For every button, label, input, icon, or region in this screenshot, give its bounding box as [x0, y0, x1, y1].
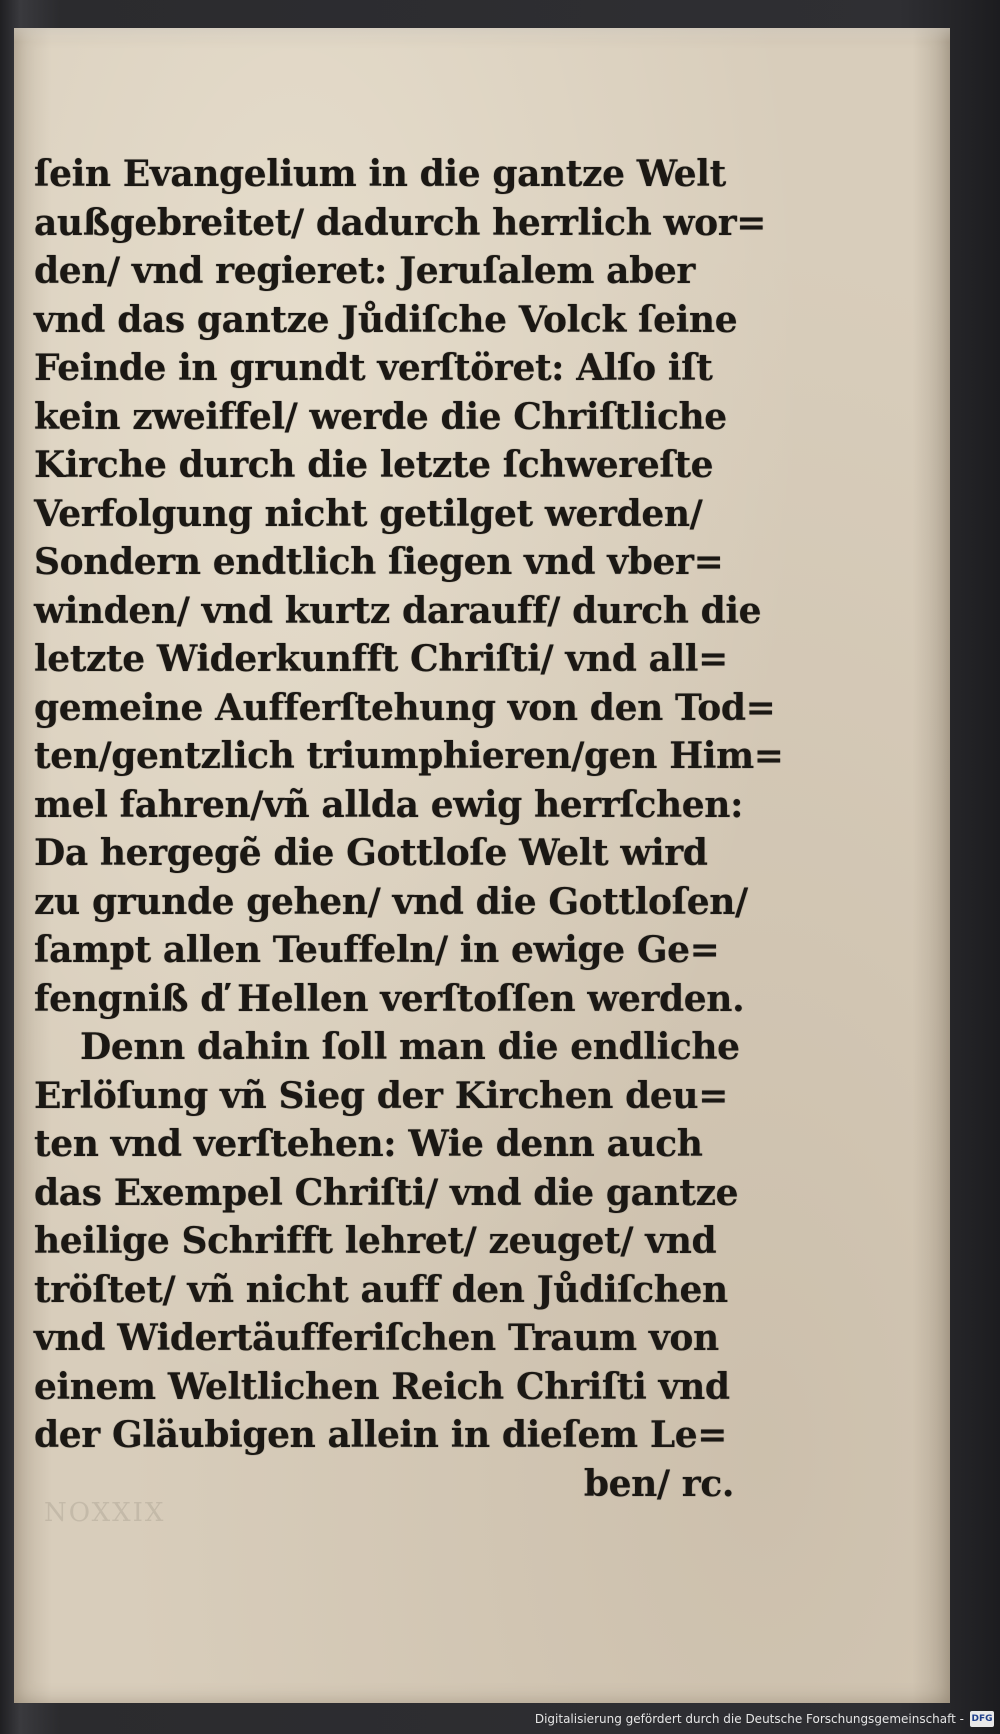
text-line: den/ vnd regieret: Jeruſalem aber [34, 250, 695, 292]
text-line: ten vnd verſtehen: Wie denn auch [34, 1123, 703, 1165]
text-line: einem Weltlichen Reich Chriſti vnd [34, 1365, 730, 1408]
text-line: Erlöſung vñ Sieg der Kirchen deu= [34, 1074, 728, 1117]
text-line: Feinde in grundt verſtöret: Alſo iſt [34, 347, 713, 389]
text-line: der Gläubigen allein in dieſem Le= [34, 1414, 728, 1456]
paragraph-start-line: Denn dahin ſoll man die endliche [80, 1026, 740, 1068]
text-line: Kirche durch die letzte ſchwereſte [34, 444, 714, 486]
text-line: heilige Schrifft lehret/ zeuget/ vnd [34, 1220, 717, 1262]
text-line: kein zweiffel/ werde die Chriſtliche [34, 395, 727, 438]
text-line: letzte Widerkunfft Chriſti/ vnd all= [34, 638, 728, 680]
text-line: das Exempel Chriſti/ vnd die gantze [34, 1171, 739, 1214]
text-line: ſampt allen Teuffeln/ in ewige Ge= [34, 929, 720, 971]
text-line: vnd Widertäufferiſchen Traum von [34, 1317, 719, 1359]
text-line: fengniß ď Hellen verſtoſſen werden. [34, 977, 745, 1020]
funding-credit: Digitalisierung gefördert durch die Deutsche Forschungsgemeinschaft - [534, 1712, 964, 1726]
body-text [34, 150, 784, 1508]
digitization-footer [535, 1708, 994, 1730]
book-page [14, 28, 950, 1703]
text-line: zu grunde gehen/ vnd die Gottloſen/ [34, 880, 748, 923]
bleed-through-text: NOXXIX [44, 1498, 166, 1528]
text-line: ten/gentzlich triumphieren/gen Him= [34, 735, 784, 777]
dfg-logo-icon: DFG [970, 1711, 994, 1727]
text-line: gemeine Aufferſtehung von den Tod= [34, 686, 776, 729]
text-line: Verfolgung nicht getilget werden/ [34, 492, 703, 535]
text-line: außgebreitet/ dadurch herrlich wor= [34, 201, 767, 244]
text-line: Sondern endtlich ſiegen vnd vber= [34, 541, 724, 583]
text-line: tröſtet/ vñ nicht auff den Jůdiſchen [34, 1268, 728, 1311]
text-line: mel fahren/vñ allda ewig herrſchen: [34, 783, 743, 826]
text-line: winden/ vnd kurtz darauff/ durch die [34, 589, 762, 632]
text-line: Da hergegẽ die Gottloſe Welt wird [34, 832, 708, 874]
text-line: vnd das gantze Jůdiſche Volck ſeine [34, 298, 738, 341]
page-edge [14, 28, 950, 42]
final-line: ben/ rc. [583, 1462, 734, 1505]
text-line: ſein Evangelium in die gantze Welt [34, 153, 726, 195]
